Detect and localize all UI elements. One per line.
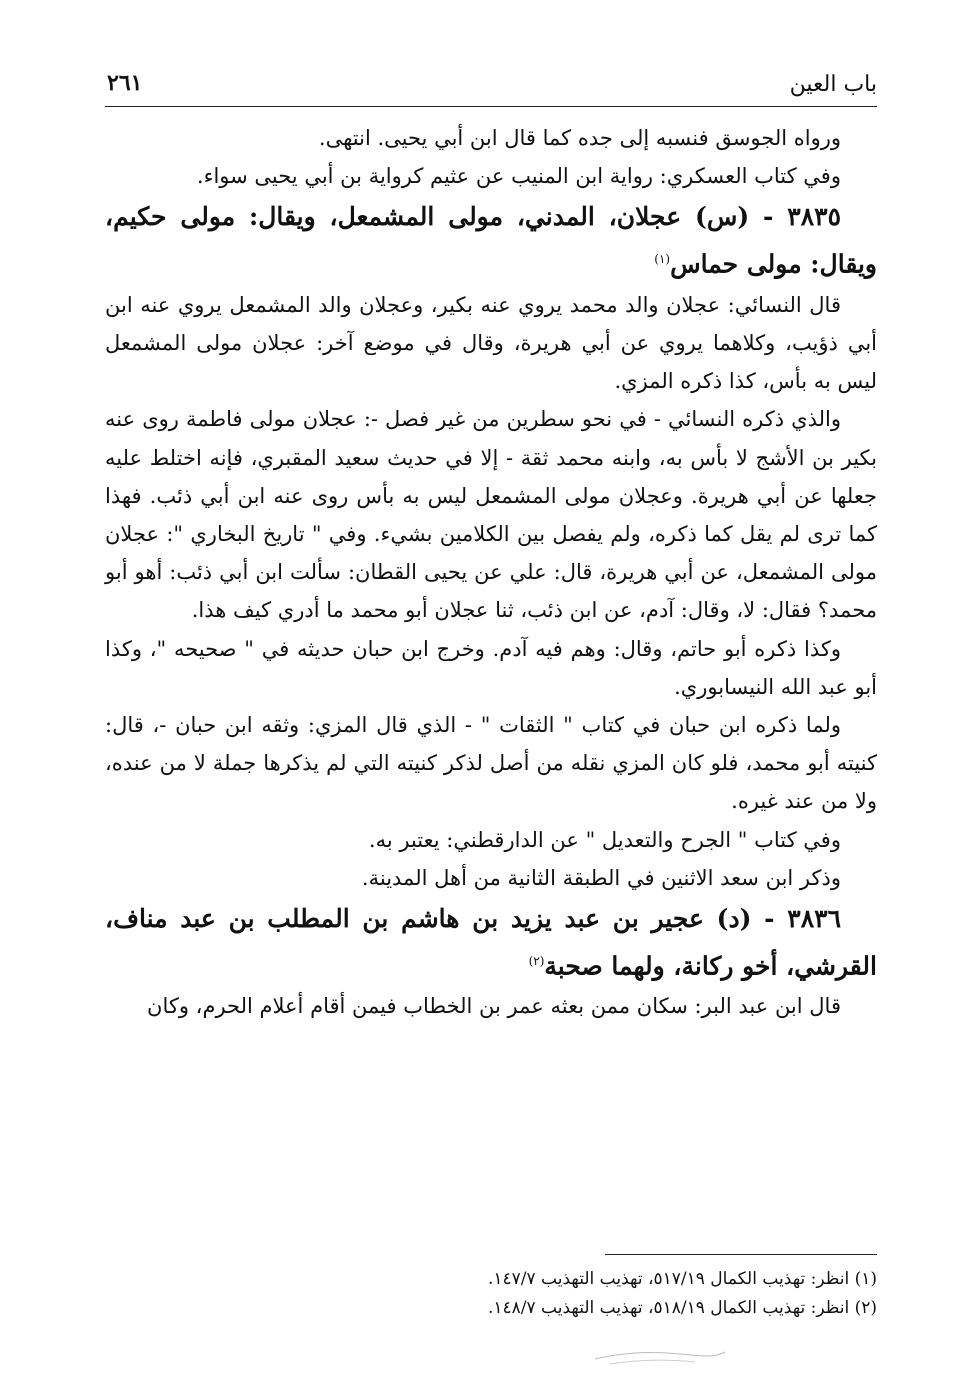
entry-heading-3836: [105, 897, 877, 987]
paragraph: وذكر ابن سعد الاثنين في الطبقة الثانية من أهل المدينة.: [361, 865, 841, 890]
footnote-divider: [605, 1254, 877, 1255]
paragraph: وكذا ذكره أبو حاتم، وقال: وهم فيه آدم. وخرج ابن حبان حديثه في " صحيحه "، وكذا أبو عبد الله النيسابوري.: [105, 636, 877, 699]
paragraph: وفي كتاب العسكري: رواية ابن المنيب عن عثيم كرواية بن أبي يحيى سواء.: [196, 164, 841, 189]
paragraph: قال ابن عبد البر: سكان ممن بعثه عمر بن الخطاب فيمن أقام أعلام الحرم، وكان: [147, 994, 841, 1019]
entry-number: ٣٨٣٥ - (س): [695, 202, 841, 232]
page-number: ٢٦١: [107, 70, 143, 96]
paragraph: وفي كتاب " الجرح والتعديل " عن الدارقطني: يعتبر به.: [368, 827, 841, 852]
entry-title: عجلان، المدني، مولى المشمعل، ويقال: مولى حكيم، ويقال: مولى حماس: [105, 202, 877, 279]
page-body: [105, 119, 877, 1026]
entry-number: ٣٨٣٦ - (د): [716, 903, 841, 933]
footnote: (١) انظر: تهذيب الكمال ٥١٧/١٩، تهذيب التهذيب ١٤٧/٧.: [487, 1269, 877, 1289]
section-name: باب العين: [789, 72, 877, 97]
paragraph: ولما ذكره ابن حبان في كتاب " الثقات " - الذي قال المزي: وثقه ابن حبان -، قال: كنيته أبو محمد، فلو كان المزي نقله من أصل لذكر كنيته التي لم يذكرها جملة لا من عنده، ولا من عند غيره.: [105, 712, 877, 814]
footnote: (٢) انظر: تهذيب الكمال ٥١٨/١٩، تهذيب التهذيب ١٤٨/٧.: [487, 1298, 877, 1318]
footnotes: [105, 1254, 877, 1323]
running-header: [105, 58, 877, 107]
entry-title: عجير بن عبد يزيد بن هاشم بن المطلب بن عبد مناف، القرشي، أخو ركانة، ولهما صحبة: [105, 903, 877, 981]
entry-heading-3835: [105, 195, 877, 285]
footnote-ref: (٢): [528, 953, 545, 968]
scan-artifact: [590, 1345, 730, 1369]
book-page: [105, 58, 877, 1358]
paragraph: والذي ذكره النسائي - في نحو سطرين من غير فصل -: عجلان مولى فاطمة روى عنه بكير بن الأشج لا بأس به، وابنه محمد ثقة - إلا في حديث سعيد المقبري، فإنه اختلط عليه جعلها عن أبي هريرة. وعجلان مولى المشمعل ليس به بأس روى عنه ابن أبي ذئب. فهذا كما ترى لم يقل كما ذكره، ولم يفصل بين الكلامين بشيء. وفي " تاريخ البخاري ": عجلان مولى المشمعل، عن أبي هريرة، قال: علي عن يحيى القطان: سألت ابن أبي ذئب: أهو أبو محمد؟ فقال: لا، وقال: آدم، عن ابن ذئب، ثنا عجلان أبو محمد ما أدري كيف هذا.: [105, 407, 877, 623]
paragraph: قال النسائي: عجلان والد محمد يروي عنه بكير، وعجلان والد المشمعل يروي عنه ابن أبي ذؤيب، وكلاهما يروي عن أبي هريرة، وقال في موضع آخر: عجلان مولى المشمعل ليس به بأس، كذا ذكره المزي.: [105, 292, 877, 394]
paragraph: ورواه الجوسق فنسبه إلى جده كما قال ابن أبي يحيى. انتهى.: [318, 126, 841, 150]
footnote-ref: (١): [654, 252, 671, 267]
